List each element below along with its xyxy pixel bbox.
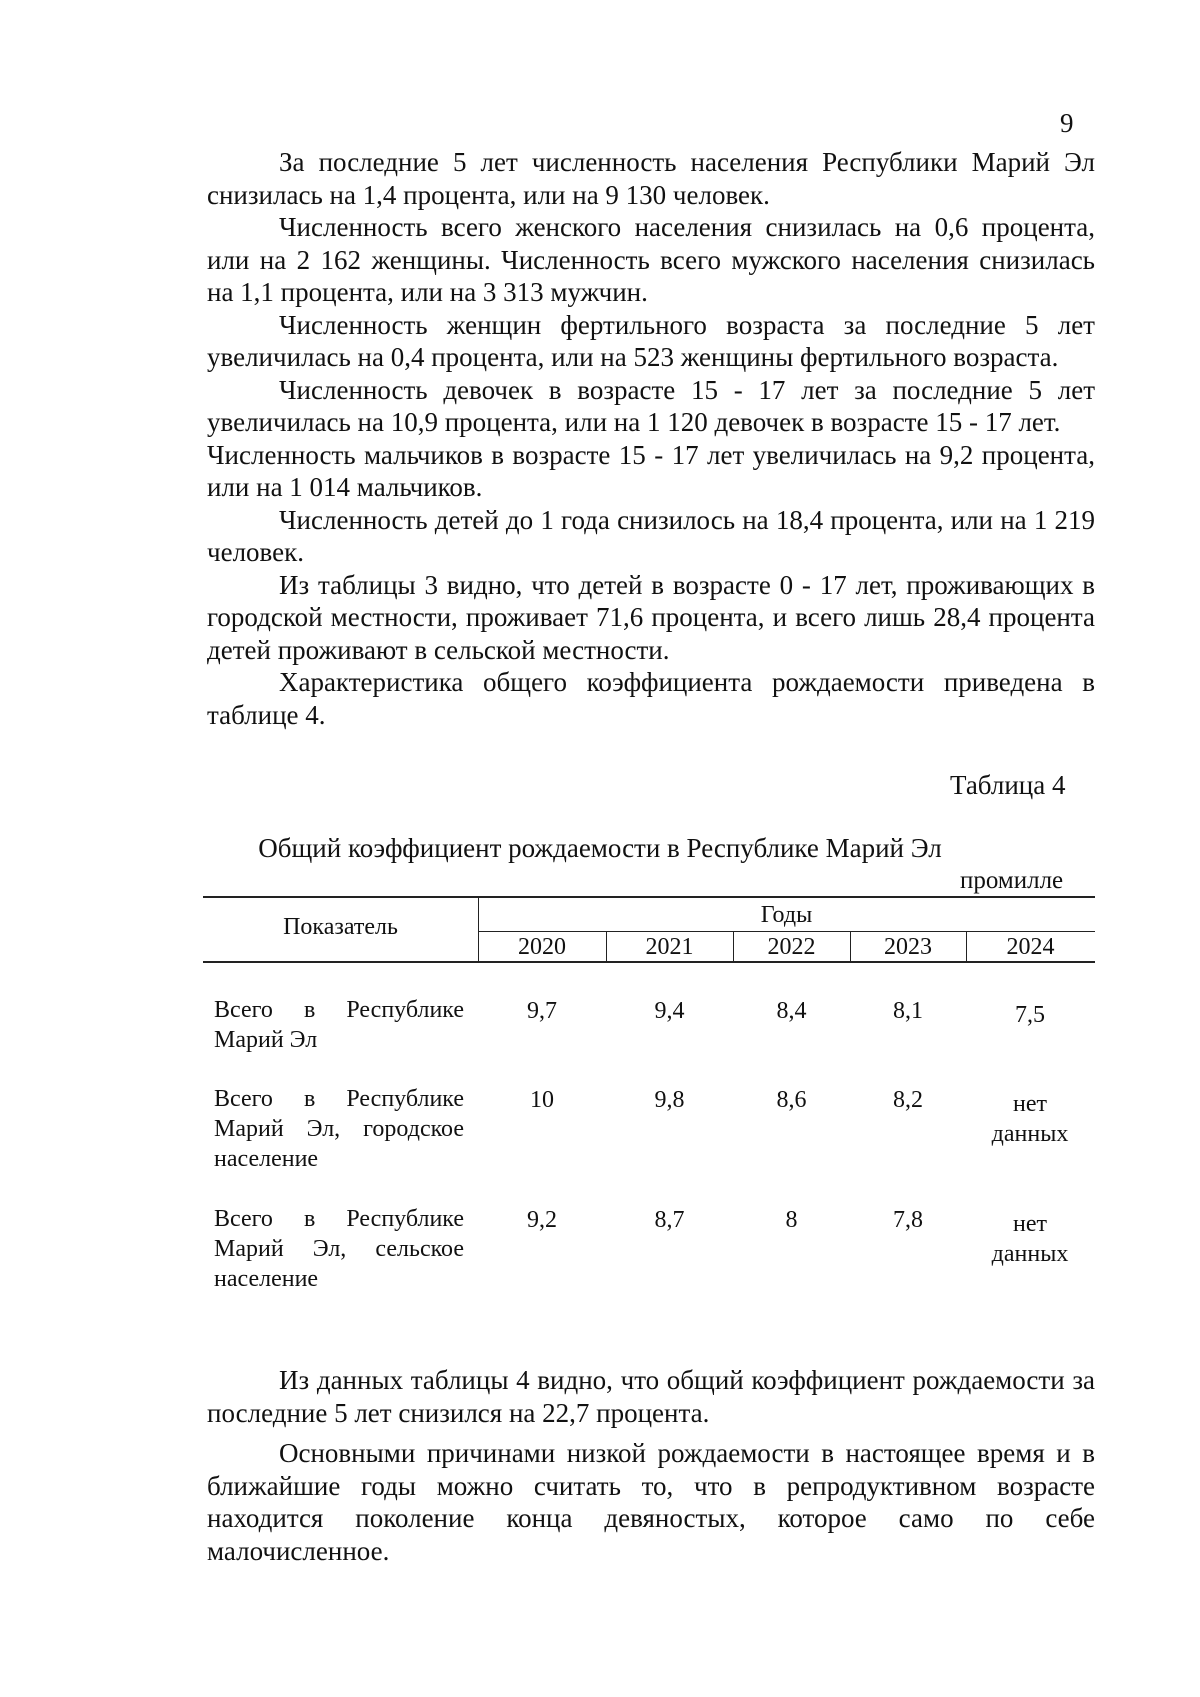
paragraph: Численность женщин фертильного возраста за последние 5 лет увеличилась на 0,4 процента, или на 523 женщины фертильного возраста.: [207, 309, 1095, 372]
table-cell: 9,4: [654, 998, 685, 1024]
table-header-year: 2023: [884, 934, 932, 960]
table-cell: 9,8: [654, 1087, 685, 1113]
table-cell: 9,7: [527, 998, 557, 1024]
table-cell: 8,7: [654, 1207, 685, 1233]
table-cell: нет данных: [991, 1211, 1069, 1267]
page-number: 9: [1060, 108, 1074, 138]
table-cell: 8,6: [776, 1087, 807, 1113]
body-text-bottom: [207, 1364, 1095, 1567]
table-header-indicator: Показатель: [283, 914, 398, 940]
paragraph: Из таблицы 3 видно, что детей в возрасте 0 - 17 лет, проживающих в городской местности, проживает 71,6 процента, и всего лишь 28,4 процента детей проживают в сельской местности.: [207, 569, 1095, 665]
table-cell: 8,2: [893, 1087, 923, 1113]
table-cell: 9,2: [527, 1207, 557, 1233]
table-header-year: 2020: [518, 934, 566, 960]
table-cell: 8,4: [776, 998, 807, 1024]
body-text-top: [207, 146, 1095, 731]
paragraph: Характеристика общего коэффициента рождаемости приведена в таблице 4.: [207, 667, 1095, 730]
table-row-label: Всего в Республике Марий Эл, сельское население: [214, 1206, 464, 1292]
table-cell: 7,8: [893, 1207, 923, 1233]
table-cell: нет данных: [991, 1091, 1069, 1147]
table-title: Общий коэффициент рождаемости в Республике Марий Эл: [258, 833, 942, 863]
table-header-rule: [203, 961, 1095, 963]
paragraph: Численность мальчиков в возрасте 15 - 17 лет увеличилась на 9,2 процента, или на 1 014 мальчиков.: [207, 439, 1095, 502]
table-cell: 8: [785, 1207, 798, 1233]
paragraph: Основными причинами низкой рождаемости в настоящее время и в ближайшие годы можно считать то, что в репродуктивном возрасте находится поколение конца девяностых, которое само по себе малочисленное.: [207, 1438, 1095, 1566]
paragraph: Численность девочек в возрасте 15 - 17 лет за последние 5 лет увеличилась на 10,9 процента, или на 1 120 девочек в возрасте 15 - 17 лет.: [207, 374, 1095, 437]
table-header-year: 2022: [767, 934, 816, 960]
table-top-rule: [203, 896, 1095, 898]
table-cell: 10: [530, 1087, 554, 1113]
paragraph: Численность всего женского населения снизилась на 0,6 процента, или на 2 162 женщины. Численность всего мужского населения снизилась на 1,1 процента, или на 3 313 мужчин.: [207, 212, 1095, 307]
table-header-year: 2024: [1006, 934, 1055, 960]
table-unit: промилле: [960, 867, 1064, 894]
table-row-label: Всего в Республике Марий Эл: [214, 997, 464, 1053]
years-group-rule: [478, 931, 1095, 932]
table-row-label: Всего в Республике Марий Эл, городское население: [214, 1086, 464, 1172]
table-header-year: 2021: [645, 934, 694, 960]
table-header-years: Годы: [760, 902, 813, 928]
paragraph: Численность детей до 1 года снизилось на 18,4 процента, или на 1 219 человек.: [207, 504, 1095, 567]
paragraph: Из данных таблицы 4 видно, что общий коэффициент рождаемости за последние 5 лет снизился на 22,7 процента.: [207, 1365, 1095, 1428]
table-label: Таблица 4: [950, 770, 1066, 800]
table-cell: 7,5: [1015, 1002, 1045, 1028]
table-cell: 8,1: [893, 998, 923, 1024]
paragraph: За последние 5 лет численность населения Республики Марий Эл снизилась на 1,4 процента, или на 9 130 человек.: [207, 147, 1095, 210]
